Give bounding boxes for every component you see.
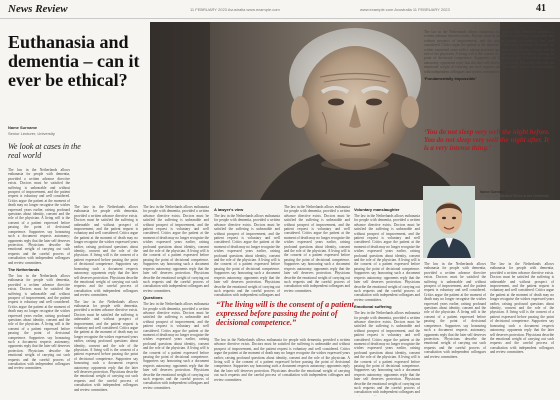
body-column-6 — [424, 262, 486, 396]
caption-text: Professor of Medical Ethics at the University — [480, 194, 549, 199]
body-paragraph: The law in the Netherlands allows euthanasia for people with dementia, provided a written advance directive exists. Doctors must be satisfied the suffering is unbearable and without prospect of improvement, and the patient request is voluntary and well considered. Critics argue the patient at the moment of death may no longer recognise the wishes expressed years earlier, raising profound questions about identity, consent and the role of the physician. A living will is the consent of a patient expressed before passing the point of decisional competence. Supporters say honouring such a document respects autonomy; opponents reply that the later self deserves protection. Physicians describe the emotional weight of carrying out such requests and the careful process of consultation with independent colleagues and review committees. — [143, 205, 209, 293]
page-number: 41 — [536, 3, 546, 14]
pull-quote: “The living will is the consent of a patient expressed before passing the point of decisional competence.” — [216, 300, 354, 327]
body-paragraph: The law in the Netherlands allows euthanasia for people with dementia, provided a written advance directive exists. Doctors must be satisfied the suffering is unbearable and without prospect of improvement, and the patient request is voluntary and well considered. Critics argue the patient at the moment of death may no longer recognise the wishes expressed years earlier, raising profound questions about identity, consent and the role of the physician. A living will is the consent of a patient expressed before passing the point of decisional competence. Supporters say honouring such a document respects autonomy; opponents reply that the later self deserves protection. Physicians describe the emotional weight of carrying out such requests and the careful process of consultation with independent colleagues and review committees. — [143, 302, 209, 390]
body-column-5 — [354, 205, 420, 396]
page-meta-left: 11 FEBRUARY 2023 Avustralia www.example.com — [190, 7, 280, 12]
byline-role: Senior Lecturer, University — [8, 131, 55, 136]
body-column-4b — [284, 205, 350, 297]
body-column-4c — [214, 338, 350, 396]
page-header — [0, 0, 560, 19]
subheading: ‘Fundamentally impossible’ — [424, 76, 477, 82]
body-paragraph: The law in the Netherlands allows euthanasia for people with dementia, provided a written advance directive exists. Doctors must be satisfied the suffering is unbearable and without prospect of improvement, and the patient request is voluntary and well considered. Critics argue the patient at the moment of death may no longer recognise the wishes expressed years earlier, raising profound questions about identity, consent and the role of the physician. A living will is the consent of a patient expressed before passing the point of decisional competence. Supporters say honouring such a document respects autonomy; opponents reply that the later self deserves protection. Physicians describe the emotional weight of carrying out such requests and the careful process of consultation with independent colleagues and — [354, 311, 420, 395]
subheading: The Netherlands — [8, 266, 40, 272]
body-column-right-top — [424, 30, 554, 125]
body-paragraph: The law in the Netherlands allows euthanasia for people with dementia, provided a written advance directive exists. Doctors must be satisfied the suffering is unbearable and without prospect of improvement, and the patient request is voluntary and well considered. Critics argue the patient at the moment of death may no longer recognise the wishes expressed years earlier, raising profound questions about identity, consent and the role of the physician. A living will is the consent of a patient expressed before passing the point of decisional competence. Supporters say honouring such a document respects autonomy; opponents reply that the later self deserves protection. Physicians describe the emotional weight of carrying out such requests and the careful process of consultation with independent colleagues and review committees. — [74, 205, 138, 298]
headshot-caption — [480, 190, 554, 199]
subheading: Questions — [143, 295, 163, 301]
body-paragraph: The law in the Netherlands allows euthanasia for people with dementia, provided a written advance directive exists. Doctors must be satisfied the suffering is unbearable and without prospect of improvement, and the patient request is voluntary and well considered. Critics argue the patient at the moment of death may no longer recognise the wishes expressed years earlier, raising profound questions about identity, consent and the role of the physician. A living will is the consent of a patient expressed before passing the point of decisional competence. Supporters say honouring such a document respects autonomy; opponents reply that the later self deserves protection. Physicians describe the emotional weight of carrying out such requests and the careful process of consultation with independent colleagues and review committees. — [424, 262, 486, 359]
body-column-4a — [214, 205, 280, 297]
standfirst: We look at cases in the real world — [8, 142, 81, 160]
subheading: Voluntary manslaughter — [354, 207, 400, 212]
page-meta-right: www.example.com Avustralia 11 FEBRUARY 2023 — [360, 7, 450, 12]
caption-name: Name Surname — [480, 190, 506, 194]
body-paragraph: The law in the Netherlands allows euthanasia for people with dementia, provided a written advance directive exists. Doctors must be satisfied the suffering is unbearable and without prospect of improvement, and the patient request is voluntary and well considered. Critics argue the patient at the moment of death may no longer recognise the wishes expressed years earlier, raising profound questions about identity, consent and the role of the physician. A living will is the consent of a patient expressed before passing the point of decisional competence. Supporters say honouring such a document respects autonomy; opponents reply that the later self deserves protection. Physicians describe the emotional weight of carrying out such requests and the careful process of consultation with independent colleagues and review committees. — [8, 273, 70, 371]
byline-name: Name Surname — [8, 125, 38, 130]
section-title: News Review — [8, 3, 68, 15]
author-headshot — [423, 186, 475, 258]
body-paragraph: The law in the Netherlands allows euthanasia for people with dementia, provided a written advance directive exists. Doctors must be satisfied the suffering is unbearable and without prospect of improvement, and the patient request is voluntary and well considered. Critics argue the patient at the moment of death may no longer recognise the wishes expressed years earlier, raising profound questions about identity, consent and the role of the physician. A living will is the consent of a patient expressed before passing the point of decisional competence. Supporters say honouring such a document respects autonomy; opponents reply that the later self deserves protection. Physicians describe the emotional weight of carrying out such requests and the careful process of consultation with independent colleagues and — [214, 214, 280, 297]
body-column-2 — [74, 205, 138, 396]
subheading: Emotional suffering — [354, 304, 392, 310]
body-column-3 — [143, 205, 209, 396]
pull-quote-right: ‘You do not sleep very well the night before. You do not sleep very well the night after. It is a very intense thing.’ — [424, 128, 550, 152]
body-paragraph: The law in the Netherlands allows euthanasia for people with dementia, provided a written advance directive exists. Doctors must be satisfied the suffering is unbearable and without prospect of improvement, and the patient request is voluntary and well considered. Critics argue the patient at the moment of death may no longer recognise the wishes expressed years earlier, raising profound questions about identity, consent and the role of the physician. A living will is the consent of a patient expressed before passing the point of decisional competence. Supporters say honouring such a document respects autonomy; opponents reply that the later self deserves protection. Physicians describe the emotional weight of carrying out such requests and the careful process of consultation with independent colleagues and review committees. — [284, 205, 350, 293]
body-paragraph: The law in the Netherlands allows euthanasia for people with dementia, provided a written advance directive exists. Doctors must be satisfied the suffering is unbearable and without prospect of improvement, and the patient request is voluntary and well considered. Critics argue the patient at the moment of death may no longer recognise the wishes expressed years earlier, raising profound questions about identity, consent and the role of the physician. A living will is the consent of a patient expressed before passing the point of decisional competence. Supporters say honouring such a document respects autonomy; opponents reply that the later self deserves protection. Physicians describe the emotional weight of carrying out such requests and the careful process of consultation with independent colleagues and review committees. — [74, 299, 138, 392]
man-portrait-photo — [423, 186, 475, 258]
body-column-7 — [490, 262, 554, 396]
headline: Euthanasia and dementia – can it ever be ethical? — [8, 32, 140, 90]
subheading: A lawyer's view — [214, 207, 244, 212]
body-paragraph: The law in the Netherlands allows euthanasia for people with dementia, provided a written advance directive exists. Doctors must be satisfied the suffering is unbearable and without prospect of improvement, and the patient request is voluntary and well considered. Critics argue the patient at the moment of death may no longer recognise the wishes expressed years earlier, raising profound questions about identity, consent and the role of the physician. A living will is the consent of a patient expressed before passing the point of decisional competence. Supporters say honouring such a document respects autonomy; opponents reply that the later self deserves protection. Physicians describe the emotional weight of carrying out such requests and the careful process of consultation with independent colleagues and review committees. — [354, 214, 420, 302]
body-paragraph: The law in the Netherlands allows euthanasia for people with dementia, provided a written advance directive exists. Doctors must be satisfied the suffering is unbearable and without prospect of improvement, and the patient request is voluntary and well considered. Critics argue the patient at the moment of death may no longer recognise the wishes expressed years earlier, raising profound questions about identity, consent and the role of the physician. A living will is the consent of a patient expressed before passing the point of decisional competence. Supporters say honouring such a document respects autonomy; opponents reply that the later self deserves protection. Physicians describe the emotional weight of carrying out such requests and the careful process of consultation with independent colleagues and review committees. — [8, 168, 70, 265]
body-column-1 — [8, 168, 70, 396]
body-paragraph: The law in the Netherlands allows euthanasia for people with dementia, provided a written advance directive exists. Doctors must be satisfied the suffering is unbearable and without prospect of improvement, and the patient request is voluntary and well considered. Critics argue the patient at the moment of death may no longer recognise the wishes expressed years earlier, raising profound questions about identity, consent and the role of the physician. A living will is the consent of a patient expressed before passing the point of decisional competence. Supporters say honouring such a document respects autonomy; opponents reply that the later self deserves protection. Physicians describe the emotional weight of carrying out such requests and the careful process of consultation with independent colleagues and review committees. — [490, 262, 554, 355]
body-paragraph: The law in the Netherlands allows euthanasia for people with dementia, provided a written advance directive exists. Doctors must be satisfied the suffering is unbearable and without prospect of improvement, and the patient request is voluntary and well considered. Critics argue the patient at the moment of death may no longer recognise the wishes expressed years earlier, raising profound questions about identity, consent and the role of the physician. A living will is the consent of a patient expressed before passing the point of decisional competence. Supporters say honouring such a document respects autonomy; opponents reply that the later self deserves protection. Physicians describe the emotional weight of carrying out such requests and the careful process of consultation with independent colleagues and review committees. — [424, 30, 554, 74]
body-paragraph: The law in the Netherlands allows euthanasia for people with dementia, provided a written advance directive exists. Doctors must be satisfied the suffering is unbearable and without prospect of improvement, and the patient request is voluntary and well considered. Critics argue the patient at the moment of death may no longer recognise the wishes expressed years earlier, raising profound questions about identity, consent and the role of the physician. A living will is the consent of a patient expressed before passing the point of decisional competence. Supporters say honouring such a document respects autonomy; opponents reply that the later self deserves protection. Physicians describe the emotional weight of carrying out such requests and the careful process of consultation with independent colleagues and review committees. — [214, 338, 350, 382]
